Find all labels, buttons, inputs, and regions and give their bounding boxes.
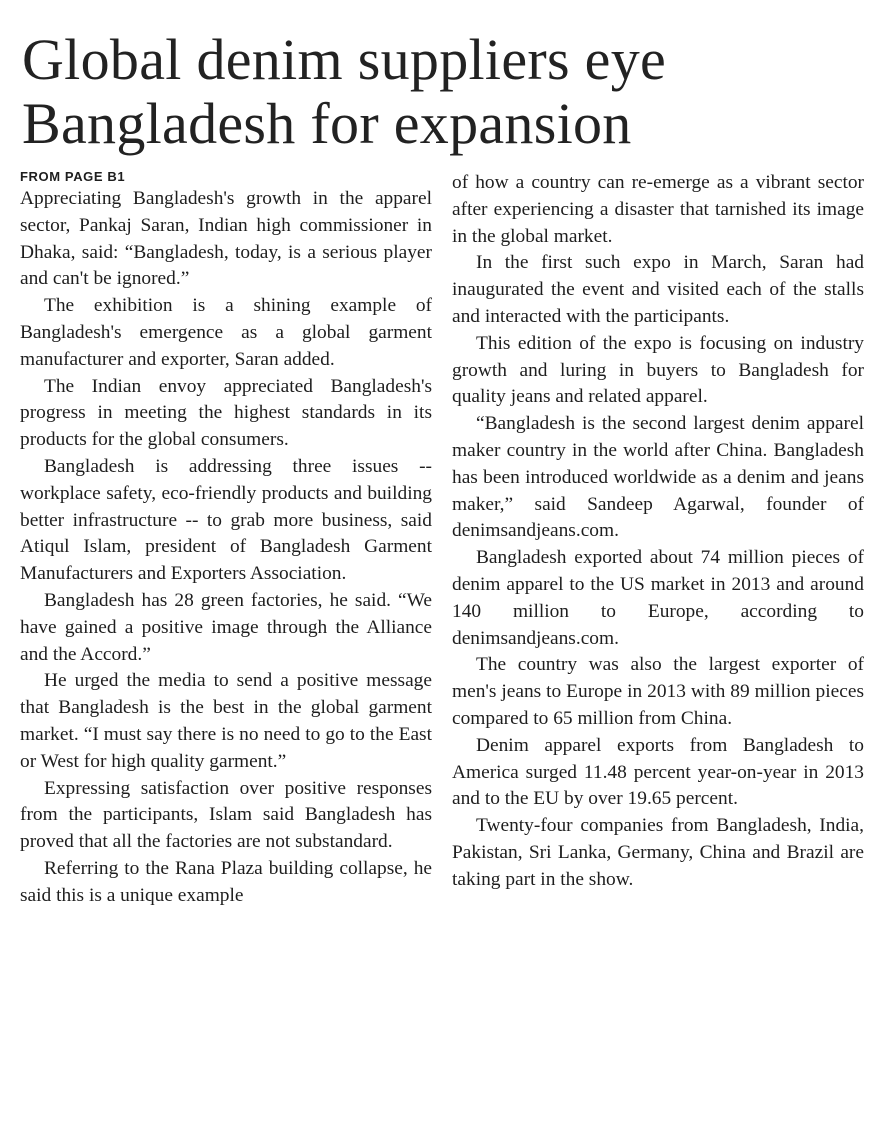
paragraph: Bangladesh exported about 74 million pieces of denim apparel to the US market in 2013 and around 140 million to Europe, according to denimsandjeans.com. bbox=[452, 547, 864, 649]
paragraph: Expressing satisfaction over positive responses from the participants, Islam said Bangladesh has proved that all the factories are not substandard. bbox=[20, 777, 432, 853]
paragraph: This edition of the expo is focusing on industry growth and luring in buyers to Bangladesh for quality jeans and related apparel. bbox=[452, 332, 864, 408]
paragraph: Bangladesh has 28 green factories, he said. “We have gained a positive image through the Alliance and the Accord.” bbox=[20, 589, 432, 665]
left-column bbox=[20, 170, 432, 910]
headline-line-2: Bangladesh for expansion bbox=[22, 91, 632, 156]
paragraph: In the first such expo in March, Saran had inaugurated the event and visited each of the stalls and interacted with the participants. bbox=[452, 252, 864, 327]
paragraph: The exhibition is a shining example of Bangladesh's emergence as a global garment manufacturer and exporter, Saran added. bbox=[20, 295, 432, 370]
paragraph: Referring to the Rana Plaza building collapse, he said this is a unique example bbox=[20, 857, 432, 906]
paragraph: of how a country can re-emerge as a vibrant sector after experiencing a disaster that tarnished its image in the global market. bbox=[452, 172, 864, 247]
paragraph: The Indian envoy appreciated Bangladesh's progress in meeting the highest standards in its products for the global consumers. bbox=[20, 375, 432, 451]
dateline: FROM PAGE B1 bbox=[20, 169, 126, 184]
article-body bbox=[20, 170, 864, 910]
paragraph: Twenty-four companies from Bangladesh, India, Pakistan, Sri Lanka, Germany, China and Brazil are taking part in the show. bbox=[452, 815, 864, 890]
right-column bbox=[452, 170, 864, 910]
paragraph: He urged the media to send a positive message that Bangladesh is the best in the global garment market. “I must say there is no need to go to the East or West for high quality garment.” bbox=[20, 670, 432, 772]
paragraph: Bangladesh is addressing three issues -- workplace safety, eco-friendly products and building better infrastructure -- to grab more business, said Atiqul Islam, president of Bangladesh Garment Manufacturers and Exporters Association. bbox=[20, 455, 432, 585]
paragraph: The country was also the largest exporter of men's jeans to Europe in 2013 with 89 million pieces compared to 65 million from China. bbox=[452, 654, 864, 729]
paragraph: Denim apparel exports from Bangladesh to America surged 11.48 percent year-on-year in 2013 and to the EU by over 19.65 percent. bbox=[452, 734, 864, 810]
headline-line-1: Global denim suppliers eye bbox=[22, 27, 667, 92]
paragraph: Appreciating Bangladesh's growth in the apparel sector, Pankaj Saran, Indian high commissioner in Dhaka, said: “Bangladesh, today, is a serious player and can't be ignored.” bbox=[20, 188, 432, 290]
headline bbox=[22, 28, 864, 156]
paragraph: “Bangladesh is the second largest denim apparel maker country in the world after China. Bangladesh has been introduced worldwide as a denim and jeans maker,” said Sandeep Agarwal, founder of denimsandjeans.com. bbox=[452, 413, 864, 542]
